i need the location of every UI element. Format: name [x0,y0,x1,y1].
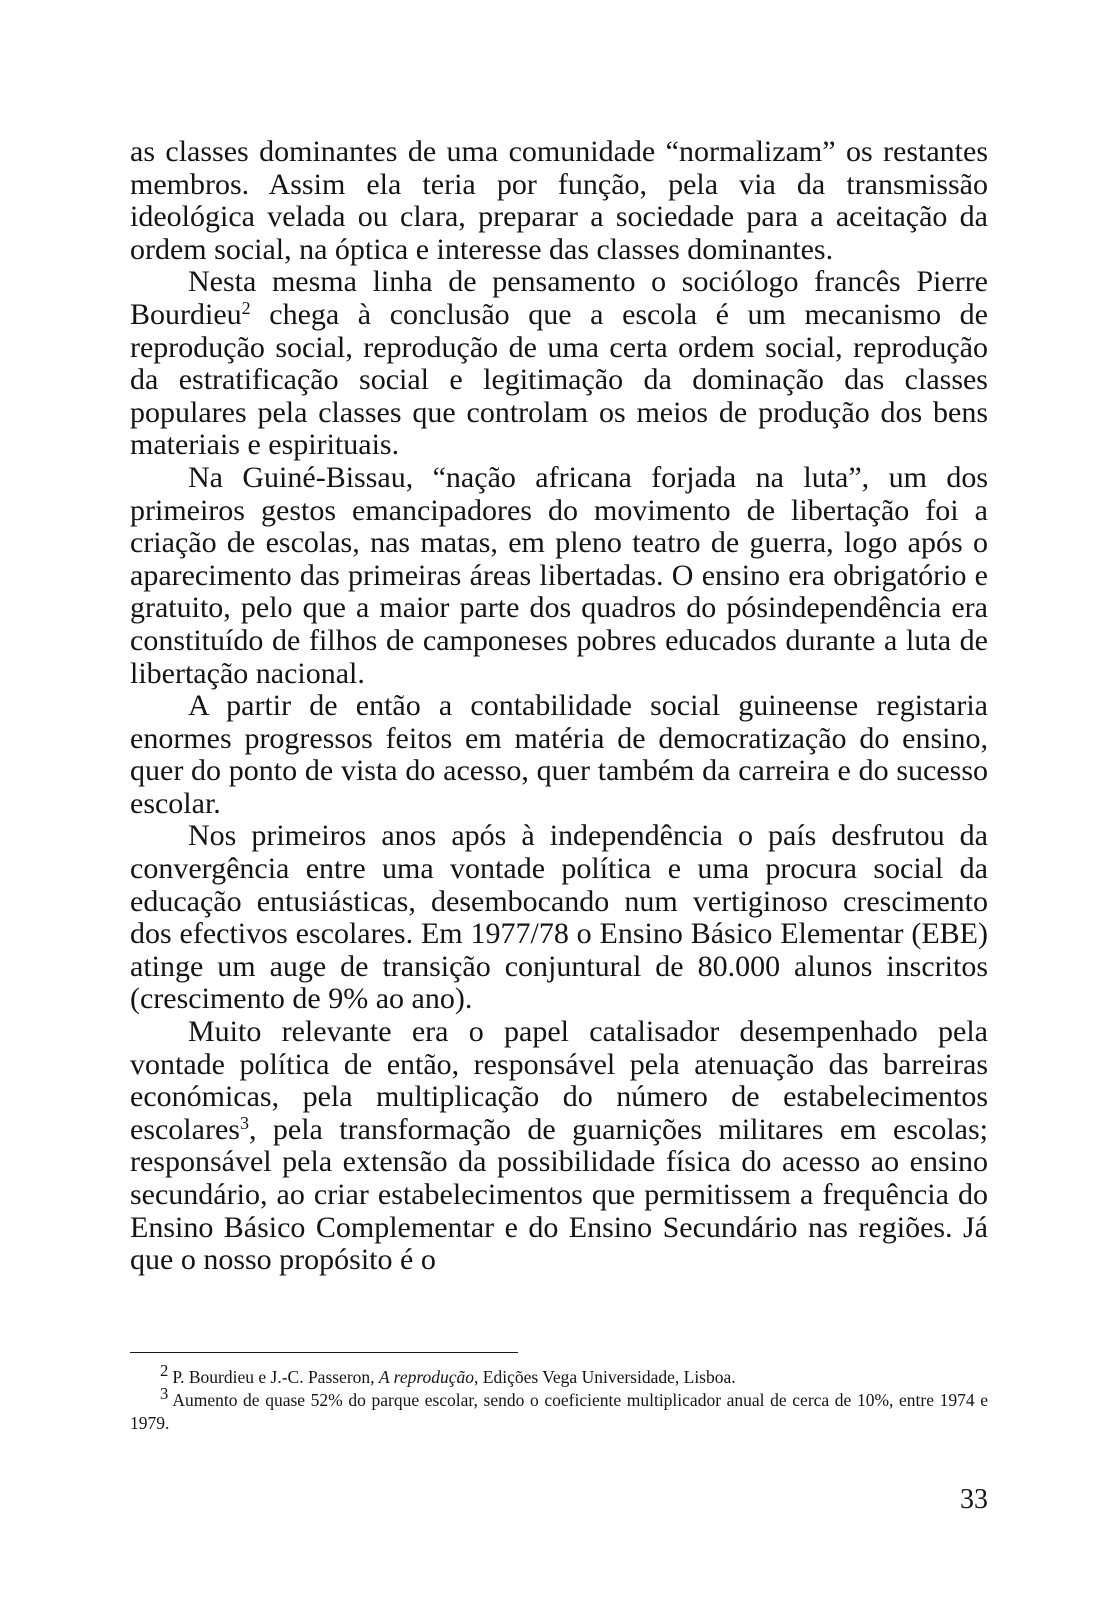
paragraph-2 [130,266,988,462]
footnote-3-number: 3 [160,1383,169,1403]
footnote-2-title: A reprodução [378,1367,475,1387]
footnote-2-author: P. Bourdieu e J.-C. Passeron, [172,1367,379,1387]
footnote-ref-3: 3 [239,1112,249,1133]
footnote-2 [130,1360,988,1389]
paragraph-6-text-a: Muito relevante era o papel catalisador desempenhado pela vontade política de então, responsável pela atenuação das barreiras económicas, pela multiplicação do número de estabelecimentos escolares [130,1015,988,1146]
paragraph-3: Na Guiné-Bissau, “nação africana forjada na luta”, um dos primeiros gestos emancipadores do movimento de libertação foi a criação de escolas, nas matas, em pleno teatro de guerra, logo após o aparecimento das primeiras áreas libertadas. O ensino era obrigatório e gratuito, pelo que a maior parte dos quadros do pósindependência era constituído de filhos de camponeses pobres educados durante a luta de libertação nacional. [130,460,988,690]
footnote-3-text: Aumento de quase 52% do parque escolar, sendo o coeficiente multiplicador anual de cerca de 10%, entre 1974 e 1979. [130,1390,988,1433]
paragraph-5: Nos primeiros anos após à independência o país desfrutou da convergência entre uma vontade política e uma procura social da educação entusiásticas, desembocando num vertiginoso crescimento dos efectivos escolares. Em 1977/78 o Ensino Básico Elementar (EBE) atinge um auge de transição conjuntural de 80.000 alunos inscritos (crescimento de 9% ao ano). [130,819,988,1016]
footnote-2-number: 2 [160,1360,169,1380]
paragraph-2-text-a: Nesta mesma linha de pensamento o sociólogo francês Pierre Bourdieu [130,265,988,331]
paragraph-2-text-b: chega à conclusão que a escola é um mecanismo de reprodução social, reprodução de uma certa ordem social, reprodução da estratificação social e legitimação da dominação das classes populares pela classes que controlam os meios de produção dos bens materiais e espirituais. [130,297,988,462]
footnote-ref-2: 2 [241,298,251,319]
footnotes [130,1360,988,1435]
page-number: 33 [960,1484,988,1515]
paragraph-6-text-b: , pela transformação de guarnições militares em escolas; responsável pela extensão da possibilidade física do acesso ao ensino secundário, ao criar estabelecimentos que permitissem a frequência do Ensino Básico Complementar e do Ensino Secundário nas regiões. Já que o nosso propósito é o [130,1112,988,1277]
footnote-separator [130,1352,518,1353]
paragraph-6 [130,1016,988,1277]
paragraph-4: A partir de então a contabilidade social guineense registaria enormes progressos feitos em matéria de democratização do ensino, quer do ponto de vista do acesso, quer também da carreira e do sucesso escolar. [130,689,988,820]
footnote-2-publisher: , Edições Vega Universidade, Lisboa. [474,1367,736,1387]
paragraph-1: as classes dominantes de uma comunidade “normalizam” os restantes membros. Assim ela teria por função, pela via da transmissão ideológica velada ou clara, preparar a sociedade para a aceitação da ordem social, na óptica e interesse das classes dominantes. [130,135,988,266]
body-text [130,136,988,1277]
footnote-3 [130,1383,988,1435]
